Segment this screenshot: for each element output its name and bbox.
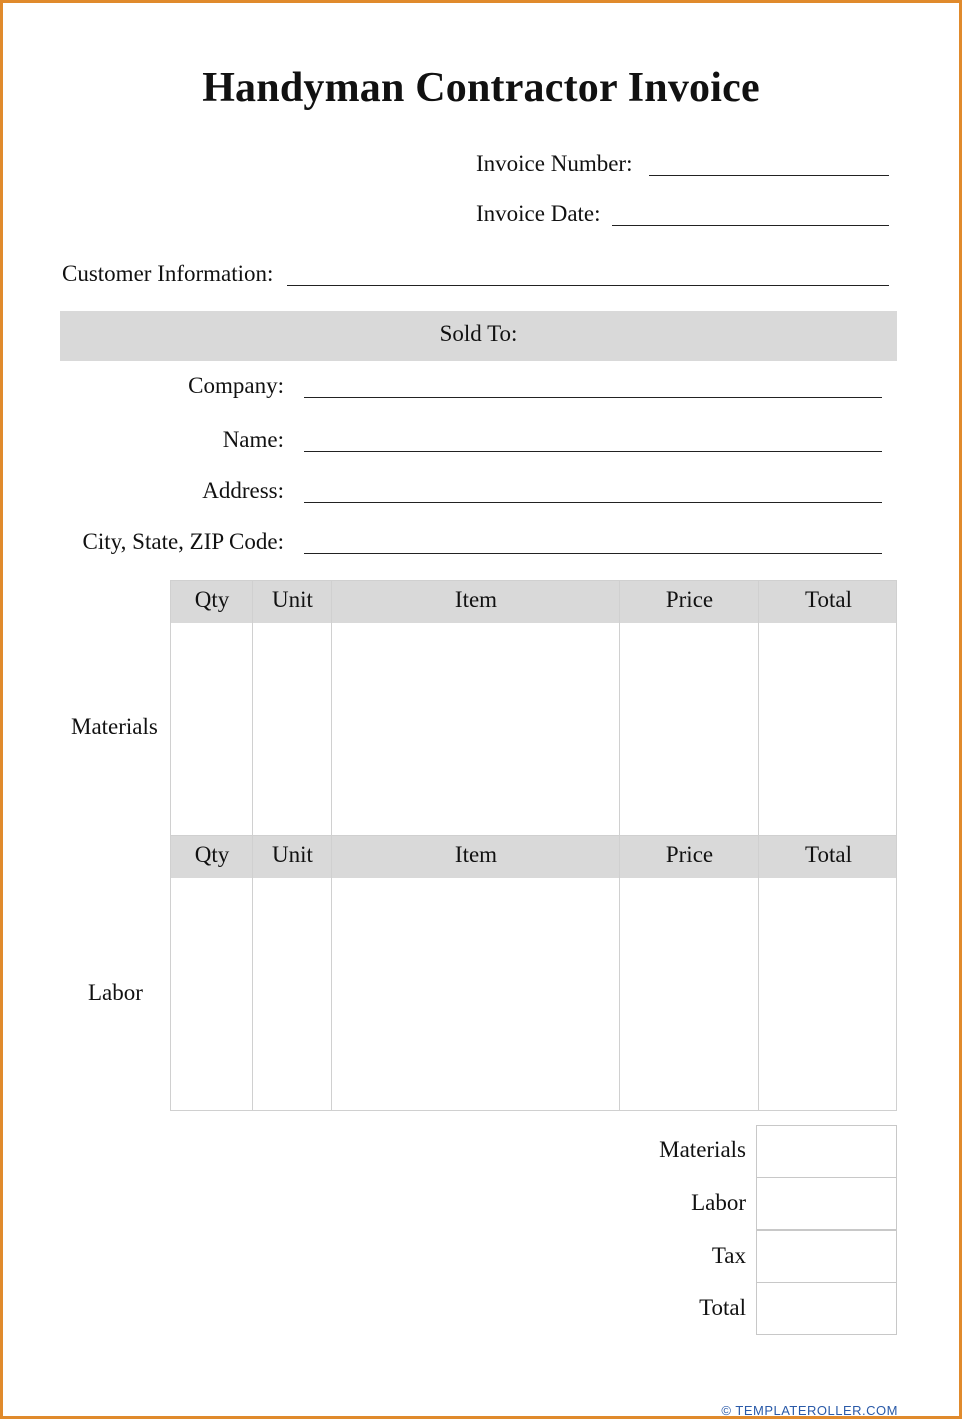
column-divider <box>252 836 253 1111</box>
labor-col-qty: Qty <box>194 842 230 867</box>
name-label: Name: <box>222 427 284 452</box>
sold-to-label: Sold To: <box>439 321 518 346</box>
column-divider <box>252 581 253 837</box>
customer-information-field[interactable] <box>287 285 889 286</box>
column-divider <box>331 581 332 837</box>
labor-col-unit: Unit <box>272 842 313 867</box>
materials-col-price: Price <box>665 587 714 612</box>
labor-table <box>170 836 897 1111</box>
customer-information-label: Customer Information: <box>62 261 274 286</box>
labor-col-total: Total <box>805 842 852 867</box>
summary-tax-label: Tax <box>711 1243 746 1268</box>
name-field[interactable] <box>304 451 882 452</box>
summary-tax-field[interactable] <box>756 1230 897 1283</box>
invoice-number-field[interactable] <box>649 175 889 176</box>
column-divider <box>758 581 759 837</box>
summary-labor-label: Labor <box>691 1190 746 1215</box>
column-divider <box>331 836 332 1111</box>
summary-materials-field[interactable] <box>756 1125 897 1178</box>
column-divider <box>619 581 620 837</box>
company-label: Company: <box>188 373 284 398</box>
labor-table-header <box>171 836 896 878</box>
city-state-zip-field[interactable] <box>304 553 882 554</box>
column-divider <box>619 836 620 1111</box>
address-field[interactable] <box>304 502 882 503</box>
invoice-number-label: Invoice Number: <box>476 151 633 176</box>
materials-table <box>170 580 897 836</box>
city-state-zip-label: City, State, ZIP Code: <box>82 529 284 554</box>
labor-col-price: Price <box>665 842 714 867</box>
materials-col-total: Total <box>805 587 852 612</box>
sold-to-header <box>60 311 897 361</box>
labor-section-label: Labor <box>88 980 143 1005</box>
column-divider <box>758 836 759 1111</box>
materials-table-header <box>171 581 896 623</box>
invoice-title: Handyman Contractor Invoice <box>202 65 760 111</box>
summary-materials-label: Materials <box>659 1137 746 1162</box>
materials-col-unit: Unit <box>272 587 313 612</box>
summary-total-label: Total <box>699 1295 746 1320</box>
summary-total-field[interactable] <box>756 1282 897 1335</box>
invoice-date-label: Invoice Date: <box>476 201 601 226</box>
materials-col-item: Item <box>454 587 498 612</box>
materials-section-label: Materials <box>71 714 158 739</box>
summary-labor-field[interactable] <box>756 1177 897 1230</box>
invoice-date-field[interactable] <box>612 225 889 226</box>
footer-link[interactable]: © TEMPLATEROLLER.COM <box>721 1403 898 1418</box>
labor-col-item: Item <box>454 842 498 867</box>
address-label: Address: <box>202 478 284 503</box>
company-field[interactable] <box>304 397 882 398</box>
materials-col-qty: Qty <box>194 587 230 612</box>
